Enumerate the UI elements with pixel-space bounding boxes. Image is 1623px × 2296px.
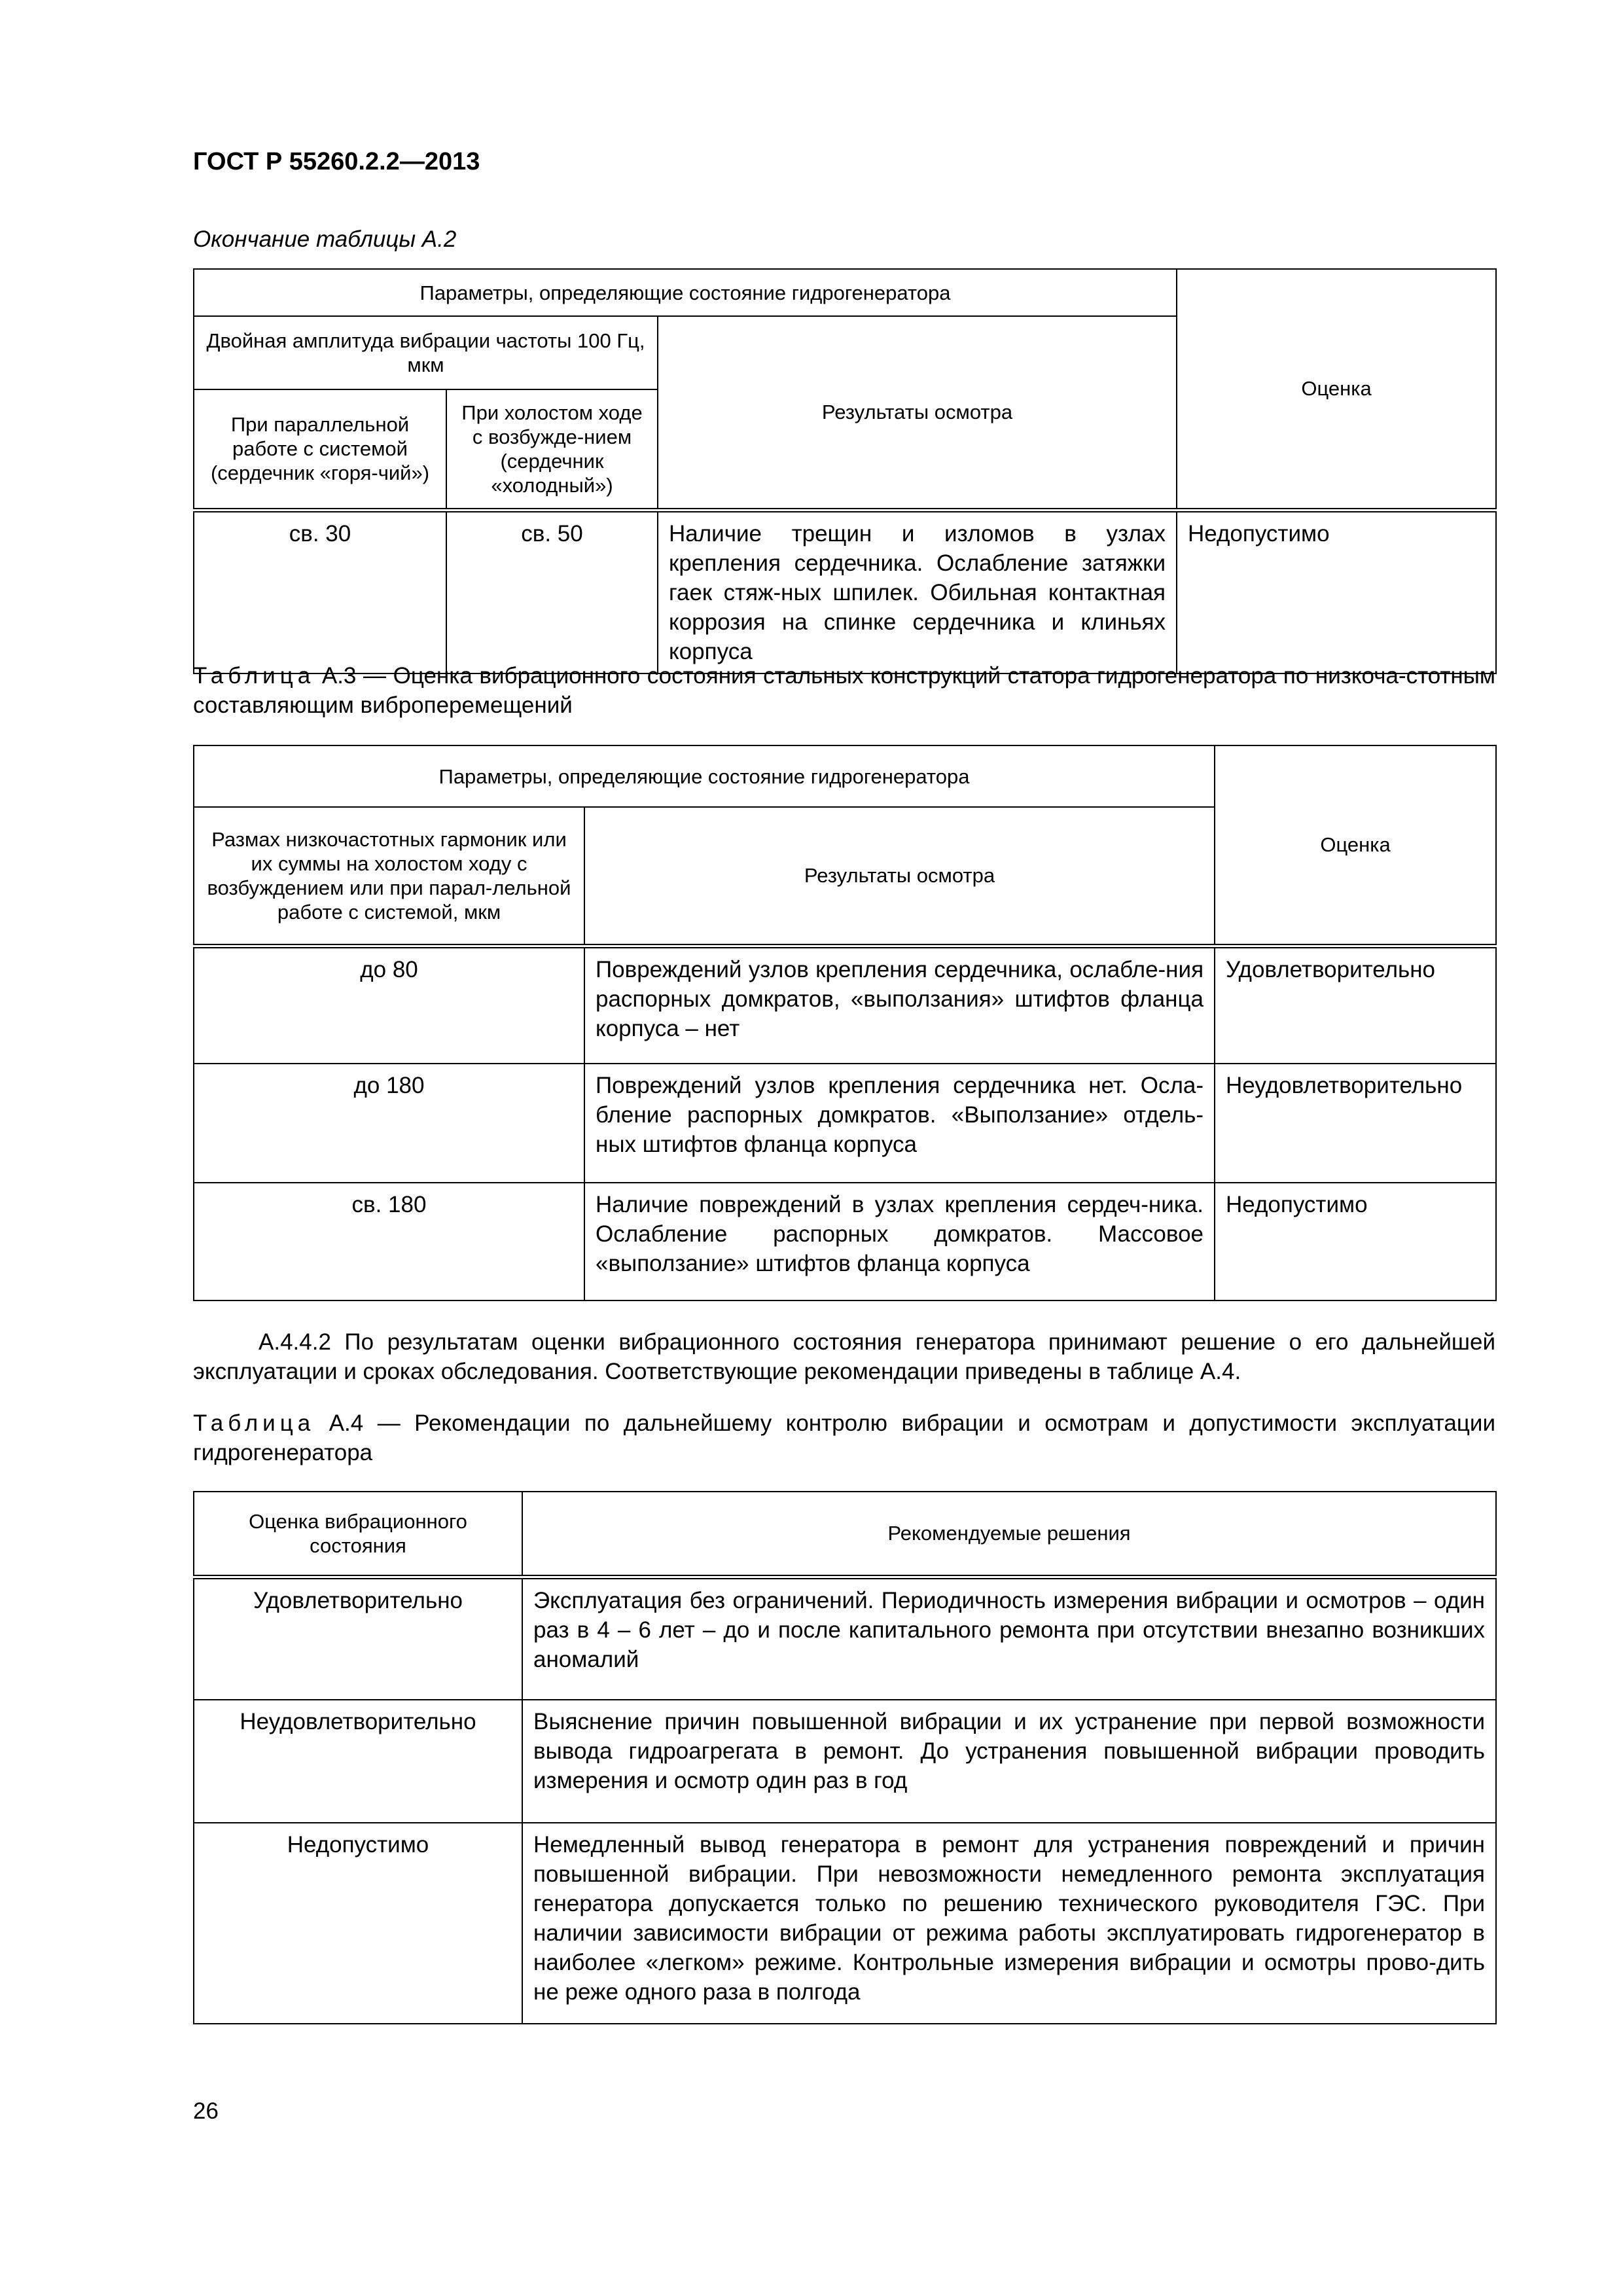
table-row <box>194 510 1496 673</box>
table-row <box>194 1577 1496 1700</box>
table-a4-decision-cell: Эксплуатация без ограничений. Периодичность измерения вибрации и осмотров – один раз в 4 – 6 лет – до и после капитального ремонта при отсутствии внезапно возникших аномалий <box>522 1577 1496 1700</box>
table-a3-params-header: Параметры, определяющие состояние гидрогенератора <box>194 745 1215 807</box>
table-a2-results-header: Результаты осмотра <box>658 316 1177 510</box>
table-a2-continuation-caption: Окончание таблицы А.2 <box>193 226 457 252</box>
table-a4-state-header: Оценка вибрационного состояния <box>194 1492 522 1577</box>
table-a3-range-cell: до 180 <box>194 1064 584 1183</box>
paragraph-a442 <box>193 1327 1495 1386</box>
table-a4-caption-label: Таблица <box>193 1410 315 1436</box>
table-a3-results-cell: Наличие повреждений в узлах крепления сердеч-ника. Ослабление распорных домкратов. Массовое «выползание» штифтов фланца корпуса <box>584 1183 1215 1300</box>
table-a2-parallel-cell: св. 30 <box>194 510 446 673</box>
page-number: 26 <box>193 2098 219 2124</box>
table-a3-rating-header: Оценка <box>1215 745 1496 946</box>
table-row <box>194 946 1496 1064</box>
table-a3-caption-text: А.3 — Оценка вибрационного состояния стальных конструкций статора гидрогенератора по низкоча-стотным составляющим виброперемещений <box>193 663 1495 718</box>
table-a3-caption-label: Таблица <box>193 663 315 689</box>
table-a2-amplitude-header: Двойная амплитуда вибрации частоты 100 Гц, мкм <box>194 316 658 389</box>
table-row <box>194 1183 1496 1300</box>
table-a2-idle-header: При холостом ходе с возбужде-нием (сердечник «холодный») <box>446 389 658 510</box>
table-a2-rating-cell: Недопустимо <box>1177 510 1496 673</box>
table-a4 <box>193 1491 1497 2024</box>
table-a2-params-header: Параметры, определяющие состояние гидрогенератора <box>194 269 1177 316</box>
table-a3-range-cell: св. 180 <box>194 1183 584 1300</box>
table-a3-results-header: Результаты осмотра <box>584 807 1215 946</box>
table-a3-range-cell: до 80 <box>194 946 584 1064</box>
table-a4-decisions-header: Рекомендуемые решения <box>522 1492 1496 1577</box>
table-a3-caption <box>193 661 1495 720</box>
table-a3-rating-cell: Неудовлетворительно <box>1215 1064 1496 1183</box>
table-a4-state-cell: Неудовлетворительно <box>194 1700 522 1823</box>
table-a3-rating-cell: Удовлетворительно <box>1215 946 1496 1064</box>
table-a4-state-cell: Недопустимо <box>194 1823 522 2024</box>
table-a4-decision-cell: Выяснение причин повышенной вибрации и их устранение при первой возможности вывода гидроагрегата в ремонт. До устранения повышенной вибрации проводить измерения и осмотр один раз в год <box>522 1700 1496 1823</box>
table-a3-results-cell: Повреждений узлов крепления сердечника нет. Осла-бление распорных домкратов. «Выползание» отдель-ных штифтов фланца корпуса <box>584 1064 1215 1183</box>
table-a3-results-cell: Повреждений узлов крепления сердечника, ослабле-ния распорных домкратов, «выползания» штифтов фланца корпуса – нет <box>584 946 1215 1064</box>
table-a3 <box>193 745 1497 1301</box>
paragraph-a442-text: А.4.4.2 По результатам оценки вибрационного состояния генератора принимают решение о его дальнейшей эксплуатации и сроках обследования. Соответствующие рекомендации приведены в таблице А.4. <box>193 1329 1495 1384</box>
table-row <box>194 1700 1496 1823</box>
table-a2-parallel-header: При параллельной работе с системой (сердечник «горя-чий») <box>194 389 446 510</box>
table-a2-rating-header: Оценка <box>1177 269 1496 510</box>
table-a3-rating-cell: Недопустимо <box>1215 1183 1496 1300</box>
table-a3-range-header: Размах низкочастотных гармоник или их суммы на холостом ходу с возбуждением или при парал-лельной работе с системой, мкм <box>194 807 584 946</box>
table-a4-decision-cell: Немедленный вывод генератора в ремонт для устранения повреждений и причин повышенной вибрации. При невозможности немедленного ремонта эксплуатация генератора допускается только по решению технического руководителя ГЭС. При наличии зависимости вибрации от режима работы эксплуатировать гидрогенератор в наиболее «легком» режиме. Контрольные измерения вибрации и осмотры прово-дить не реже одного раза в полгода <box>522 1823 1496 2024</box>
table-a4-caption <box>193 1408 1495 1467</box>
table-a2-idle-cell: св. 50 <box>446 510 658 673</box>
table-row <box>194 1823 1496 2024</box>
table-row <box>194 1064 1496 1183</box>
document-number: ГОСТ Р 55260.2.2—2013 <box>193 148 480 175</box>
table-a4-caption-text: А.4 — Рекомендации по дальнейшему контролю вибрации и осмотрам и допустимости эксплуатации гидрогенератора <box>193 1410 1495 1465</box>
table-a4-state-cell: Удовлетворительно <box>194 1577 522 1700</box>
table-a2 <box>193 268 1497 674</box>
table-a2-results-cell: Наличие трещин и изломов в узлах крепления сердечника. Ослабление затяжки гаек стяж-ных шпилек. Обильная контактная коррозия на спинке сердечника и клиньях корпуса <box>658 510 1177 673</box>
